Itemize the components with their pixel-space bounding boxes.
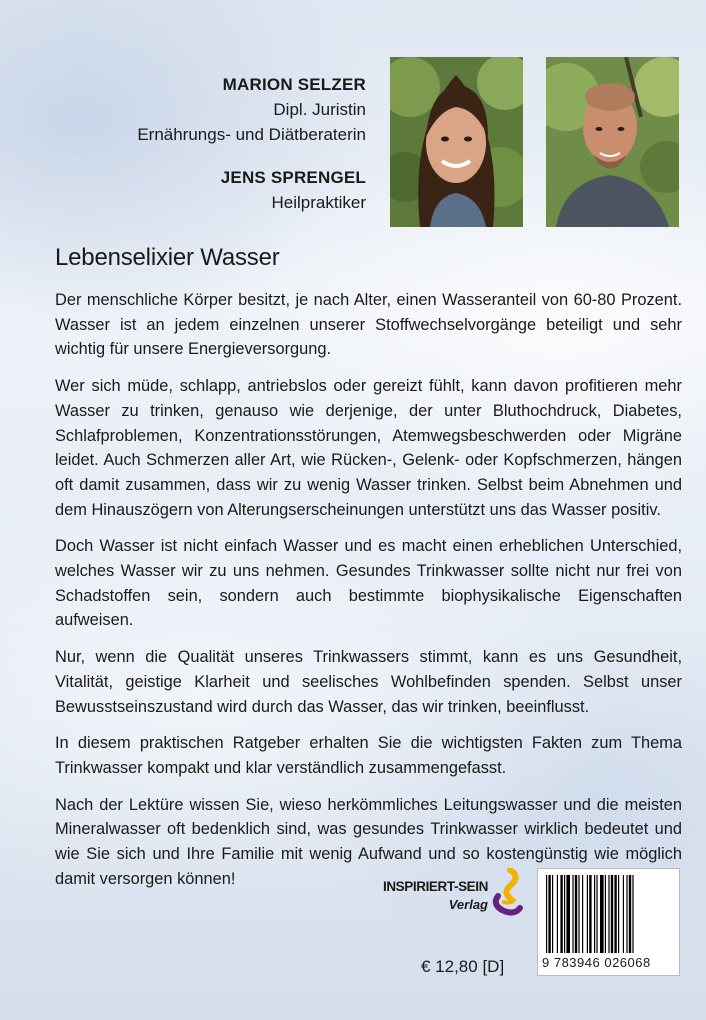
spiral-logo-icon (490, 868, 524, 920)
author-title: Dipl. Juristin (273, 100, 366, 119)
isbn-barcode (537, 868, 680, 976)
author-title: Heilpraktiker (271, 193, 366, 212)
section-heading: Lebenselixier Wasser (55, 244, 280, 271)
author-photo-marion (390, 57, 523, 227)
barcode-bars-icon (544, 875, 675, 955)
publisher-name: INSPIRIERT-SEIN (382, 879, 488, 894)
publisher-logo (364, 868, 524, 928)
isbn-number: 9 783946 026068 (542, 955, 651, 970)
paragraph: Nach der Lektüre wissen Sie, wieso herkömmliches Leitungswasser und die meisten Mineralwasser oft bedenklich sind, was gesundes Trinkwasser wirklich bedeutet und wie Sie sich und Ihre Familie mit wenig Aufwand und so kostengünstig wie möglich damit versorgen können! (55, 795, 682, 888)
blurb-text (55, 288, 682, 903)
paragraph: Der menschliche Körper besitzt, je nach Alter, einen Wasseranteil von 60-80 Prozent. Wasser ist an jedem einzelnen unserer Stoffwechselvorgänge beteiligt und sehr wichtig für unsere Energieversorgung. (55, 291, 682, 359)
paragraph: Wer sich müde, schlapp, antriebslos oder gereizt fühlt, kann davon profitieren mehr Wasser zu trinken, genauso wie derjenige, der unter Bluthochdruck, Diabetes, Schlafproblemen, Konzentrationsstörungen, Atemwegsbeschwerden oder Migräne leidet. Auch Schmerzen aller Art, wie Rücken-, Gelenk- oder Kopfschmerzen, hängen oft damit zusammen, dass wir zu wenig Wasser trinken. Selbst beim Abnehmen und dem Hinauszögern von Alterungserscheinungen unterstützt uns das Wasser positiv. (55, 377, 682, 519)
paragraph: In diesem praktischen Ratgeber erhalten Sie die wichtigsten Fakten zum Thema Trinkwasser kompakt und klar verständlich zusammengefasst. (55, 734, 682, 777)
publisher-subtitle: Verlag (448, 897, 488, 912)
paragraph: Doch Wasser ist nicht einfach Wasser und es macht einen erheblichen Unterschied, welches Wasser wir zu uns nehmen. Gesundes Trinkwasser sollte nicht nur frei von Schadstoffen sein, sondern auch bestimmte biophysikalische Eigenschaften aufweisen. (55, 537, 682, 630)
author-credits (66, 72, 366, 215)
paragraph: Nur, wenn die Qualität unseres Trinkwassers stimmt, kann es uns Gesundheit, Vitalität, geistige Klarheit und seelisches Wohlbefinden spenden. Selbst unser Bewusstseinszustand wird durch das Wasser, das wir trinken, beeinflusst. (55, 648, 682, 716)
author-name: MARION SELZER (222, 75, 366, 94)
author-photo-jens (546, 57, 679, 227)
price: € 12,80 [D] (421, 957, 505, 976)
author-name: JENS SPRENGEL (220, 168, 366, 187)
author-title: Ernährungs- und Diätberaterin (137, 125, 366, 144)
